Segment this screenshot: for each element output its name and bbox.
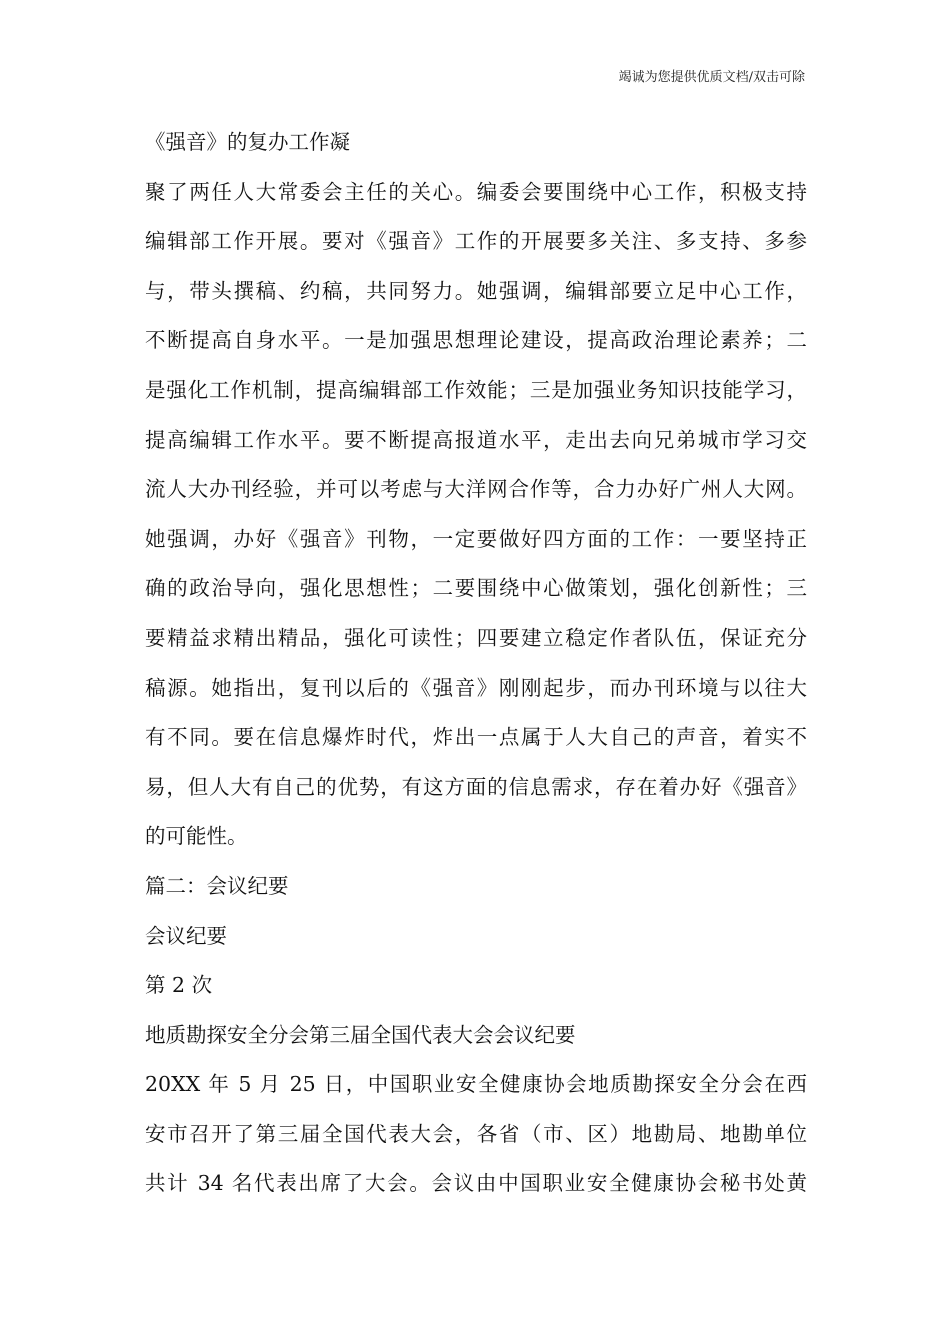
meeting-title: 地质勘探安全分会第三届全国代表大会会议纪要	[145, 1022, 576, 1047]
text-line: 编辑部工作开展。要对《强音》工作的开展要多关注、多支持、多参	[145, 229, 807, 254]
text-line: 提高编辑工作水平。要不断提高报道水平，走出去向兄弟城市学习交	[145, 427, 807, 452]
text-line: 她强调，办好《强音》刊物，一定要做好四方面的工作：一要坚持正	[145, 526, 807, 551]
text-line: 不断提高自身水平。一是加强思想理论建设，提高政治理论素养；二	[145, 328, 807, 353]
text-line: 共计 34 名代表出席了大会。会议由中国职业安全健康协会秘书处黄	[145, 1171, 807, 1196]
text-line: 安市召开了第三届全国代表大会，各省（市、区）地勘局、地勘单位	[145, 1121, 807, 1146]
issue-number: 第 2 次	[145, 973, 213, 998]
document-title: 会议纪要	[145, 923, 227, 948]
text-line: 易，但人大有自己的优势，有这方面的信息需求，存在着办好《强音》	[145, 774, 807, 799]
text-line: 要精益求精出精品，强化可读性；四要建立稳定作者队伍，保证充分	[145, 625, 807, 650]
section-heading: 篇二：会议纪要	[145, 873, 289, 898]
text-line: 确的政治导向，强化思想性；二要围绕中心做策划，强化创新性；三	[145, 576, 807, 601]
text-line: 流人大办刊经验，并可以考虑与大洋网合作等，合力办好广州人大网。	[145, 477, 807, 502]
text-line: 20XX 年 5 月 25 日，中国职业安全健康协会地质勘探安全分会在西	[145, 1072, 807, 1097]
text-line: 是强化工作机制，提高编辑部工作效能；三是加强业务知识技能学习，	[145, 377, 807, 402]
text-line: 的可能性。	[145, 824, 248, 849]
text-line: 稿源。她指出，复刊以后的《强音》刚刚起步，而办刊环境与以往大	[145, 675, 807, 700]
document-body	[145, 118, 807, 1209]
header-note: 竭诚为您提供优质文档/双击可除	[618, 70, 805, 85]
text-line: 与，带头撰稿、约稿，共同努力。她强调，编辑部要立足中心工作，	[145, 278, 807, 303]
text-line: 有不同。要在信息爆炸时代，炸出一点属于人大自己的声音，着实不	[145, 725, 807, 750]
text-line: 聚了两任人大常委会主任的关心。编委会要围绕中心工作，积极支持	[145, 179, 807, 204]
text-line: 《强音》的复办工作凝	[145, 130, 350, 154]
